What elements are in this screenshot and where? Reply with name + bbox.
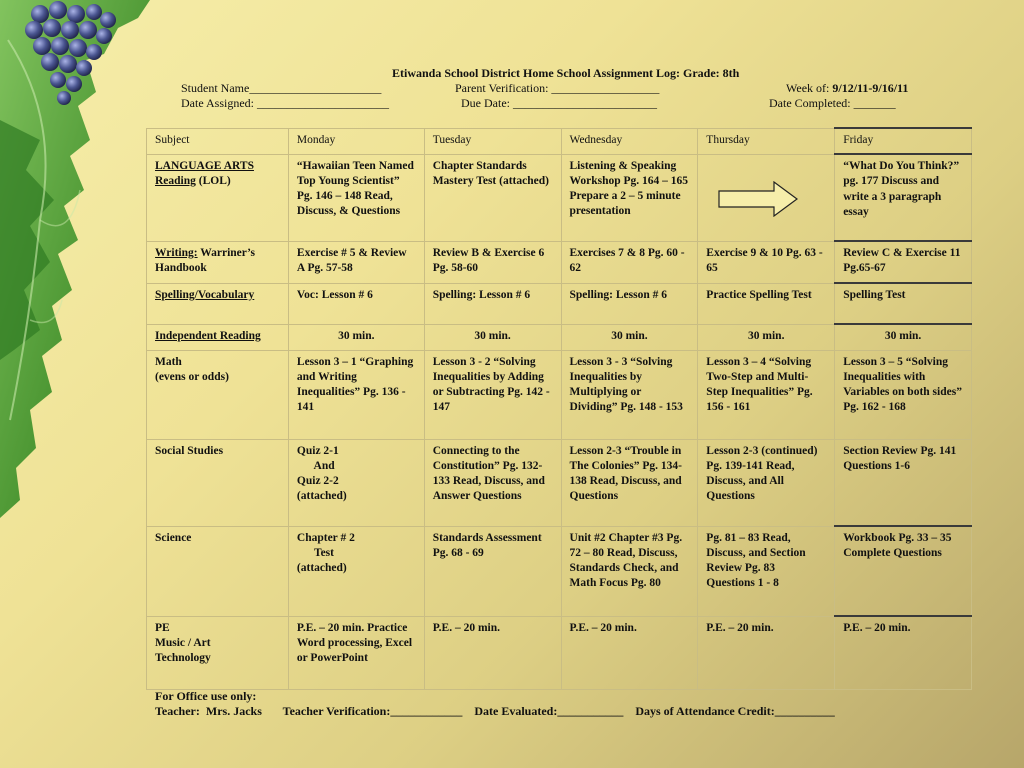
friday-cell: Workbook Pg. 33 – 35 Complete Questions: [835, 526, 972, 616]
table-row: [147, 350, 972, 439]
date-completed-field: Date Completed: _______: [769, 96, 896, 110]
parent-verification-field: Parent Verification: __________________: [455, 81, 660, 95]
friday-cell: “What Do You Think?” pg. 177 Discuss and write a 3 paragraph essay: [835, 154, 972, 241]
subject-title: Spelling/Vocabulary: [155, 288, 255, 301]
tuesday-cell: Chapter Standards Mastery Test (attached): [424, 154, 561, 241]
friday-cell: Spelling Test: [835, 283, 972, 324]
monday-cell: “Hawaiian Teen Named Top Young Scientist” Pg. 146 – 148 Read, Discuss, & Questions: [288, 154, 424, 241]
thursday-cell: Lesson 3 – 4 “Solving Two-Step and Multi-Step Inequalities” Pg. 156 - 161: [698, 350, 835, 439]
thursday-cell: 30 min.: [698, 324, 835, 350]
thursday-cell: Practice Spelling Test: [698, 283, 835, 324]
friday-cell: P.E. – 20 min.: [835, 616, 972, 689]
subject-subtitle: Reading: [155, 174, 196, 187]
subject-title: LANGUAGE ARTS: [155, 159, 254, 172]
subject-cell: [147, 439, 289, 526]
column-header-wednesday: Wednesday: [561, 128, 698, 154]
wednesday-cell: Spelling: Lesson # 6: [561, 283, 698, 324]
friday-cell: Lesson 3 – 5 “Solving Inequalities with Variables on both sides” Pg. 162 - 168: [835, 350, 972, 439]
column-header-tuesday: Tuesday: [424, 128, 561, 154]
subject-cell: [147, 324, 289, 350]
footer-line: [155, 704, 835, 719]
subject-title: Social Studies: [155, 444, 224, 457]
wednesday-cell: Listening & Speaking Workshop Pg. 164 – 165 Prepare a 2 – 5 minute presentation: [561, 154, 698, 241]
subject-cell: [147, 526, 289, 616]
cell-line: (attached): [296, 562, 347, 575]
student-name-field: Student Name______________________: [181, 81, 382, 95]
week-of: [786, 81, 908, 96]
cell-line: (attached): [296, 490, 347, 503]
tuesday-cell: Connecting to the Constitution” Pg. 132-133 Read, Discuss, and Answer Questions: [424, 439, 561, 526]
monday-cell: 30 min.: [288, 324, 424, 350]
thursday-cell: [698, 154, 835, 241]
cell-line: Quiz 2-1: [296, 444, 339, 457]
thursday-cell: Exercise 9 & 10 Pg. 63 - 65: [698, 241, 835, 283]
grape-vine-decoration: [0, 0, 150, 520]
subject-title: Math: [155, 355, 182, 368]
tuesday-cell: Standards Assessment Pg. 68 - 69: [424, 526, 561, 616]
wednesday-cell: Unit #2 Chapter #3 Pg. 72 – 80 Read, Discuss, Standards Check, and Math Focus Pg. 80: [561, 526, 698, 616]
monday-cell: Lesson 3 – 1 “Graphing and Writing Inequalities” Pg. 136 - 141: [288, 350, 424, 439]
wednesday-cell: 30 min.: [561, 324, 698, 350]
monday-cell: [288, 439, 424, 526]
wednesday-cell: Lesson 2-3 “Trouble in The Colonies” Pg. 134-138 Read, Discuss, and Questions: [561, 439, 698, 526]
subject-title: PE: [155, 621, 170, 634]
tuesday-cell: P.E. – 20 min.: [424, 616, 561, 689]
table-row: [147, 241, 972, 283]
monday-cell: [288, 526, 424, 616]
subject-note: (LOL): [195, 174, 231, 187]
cell-line: Test: [296, 546, 334, 559]
cell-line: And: [296, 459, 335, 472]
attendance-credit-field: Days of Attendance Credit:__________: [635, 704, 835, 718]
wednesday-cell: Exercises 7 & 8 Pg. 60 - 62: [561, 241, 698, 283]
teacher-name: Teacher: Mrs. Jacks: [155, 704, 262, 718]
friday-cell: Review C & Exercise 11 Pg.65-67: [835, 241, 972, 283]
wednesday-cell: Lesson 3 - 3 “Solving Inequalities by Multiplying or Dividing” Pg. 148 - 153: [561, 350, 698, 439]
table-header-row: [147, 128, 972, 154]
wednesday-cell: P.E. – 20 min.: [561, 616, 698, 689]
log-title: Etiwanda School District Home School Assignment Log: Grade: 8th: [392, 66, 740, 80]
tuesday-cell: 30 min.: [424, 324, 561, 350]
subject-title: Writing:: [155, 246, 198, 259]
subject-subtitle: Warriner’s Handbook: [155, 246, 255, 274]
date-assigned-field: Date Assigned: ______________________: [181, 96, 389, 110]
table-row: [147, 283, 972, 324]
column-header-thursday: Thursday: [698, 128, 835, 154]
column-header-monday: Monday: [288, 128, 424, 154]
subject-cell: [147, 350, 289, 439]
office-use-footer: [155, 689, 835, 719]
tuesday-cell: Spelling: Lesson # 6: [424, 283, 561, 324]
tuesday-cell: Lesson 3 - 2 “Solving Inequalities by Adding or Subtracting Pg. 142 - 147: [424, 350, 561, 439]
subject-cell: [147, 616, 289, 689]
table-row: [147, 439, 972, 526]
monday-cell: P.E. – 20 min. Practice Word processing, Excel or PowerPoint: [288, 616, 424, 689]
subject-cell: [147, 241, 289, 283]
cell-line: Quiz 2-2: [296, 475, 339, 488]
table-row: [147, 324, 972, 350]
right-arrow-icon: [718, 181, 798, 217]
assignment-log-table: [146, 127, 972, 690]
week-of-label: Week of:: [786, 81, 830, 95]
due-date-field: Due Date: ________________________: [461, 96, 657, 110]
subject-subtitle: (evens or odds): [155, 370, 229, 383]
friday-cell: 30 min.: [835, 324, 972, 350]
subject-cell: [147, 283, 289, 324]
office-use-label: For Office use only:: [155, 689, 257, 703]
subject-note: Technology: [155, 652, 211, 665]
thursday-cell: P.E. – 20 min.: [698, 616, 835, 689]
monday-cell: Voc: Lesson # 6: [288, 283, 424, 324]
cell-line: Chapter # 2: [296, 531, 355, 544]
friday-cell: Section Review Pg. 141 Questions 1-6: [835, 439, 972, 526]
subject-title: Independent Reading: [155, 329, 261, 342]
table-row: [147, 526, 972, 616]
column-header-subject: Subject: [147, 128, 289, 154]
column-header-friday: Friday: [835, 128, 972, 154]
subject-cell: [147, 154, 289, 241]
table-row: [147, 154, 972, 241]
date-evaluated-field: Date Evaluated:___________: [474, 704, 624, 718]
teacher-verification-field: Teacher Verification:____________: [282, 704, 463, 718]
thursday-cell: Lesson 2-3 (continued) Pg. 139-141 Read, Discuss, and All Questions: [698, 439, 835, 526]
subject-subtitle: Music / Art: [155, 636, 211, 649]
thursday-cell: Pg. 81 – 83 Read, Discuss, and Section Review Pg. 83 Questions 1 - 8: [698, 526, 835, 616]
tuesday-cell: Review B & Exercise 6 Pg. 58-60: [424, 241, 561, 283]
table-row: [147, 616, 972, 689]
week-of-value: 9/12/11-9/16/11: [832, 81, 909, 95]
monday-cell: Exercise # 5 & Review A Pg. 57-58: [288, 241, 424, 283]
subject-title: Science: [155, 531, 192, 544]
